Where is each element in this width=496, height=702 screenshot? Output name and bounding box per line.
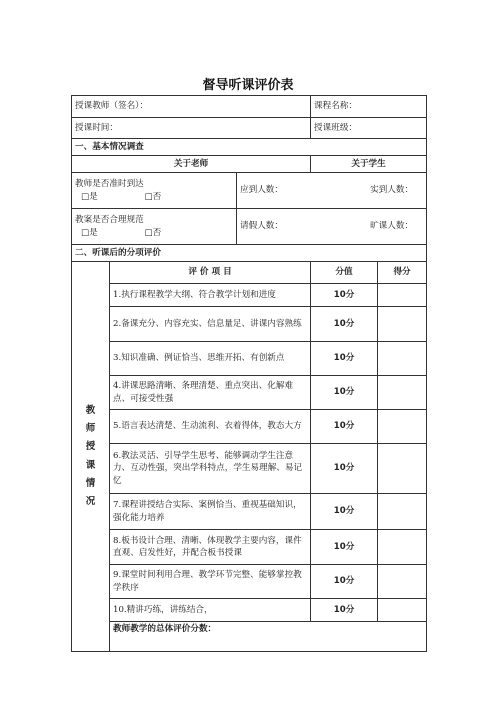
section1-heading-row <box>72 139 427 156</box>
criterion-score: 10分 <box>311 284 378 307</box>
punctuality-cell <box>72 173 237 209</box>
criterion-score: 10分 <box>311 307 378 342</box>
expected-count-field[interactable]: 应到人数： <box>240 185 283 196</box>
lesson-plan-no-checkbox[interactable]: □否 <box>144 227 162 238</box>
punctuality-row <box>72 173 427 209</box>
criterion-score: 10分 <box>311 444 378 494</box>
criterion-score: 10分 <box>311 410 378 444</box>
table-row <box>72 599 427 622</box>
obtained-score-field[interactable] <box>378 599 427 622</box>
total-score-row <box>72 622 427 652</box>
obtained-score-field[interactable] <box>378 444 427 494</box>
info-row-1 <box>72 96 427 118</box>
criterion-text: 9.课堂时间利用合理、教学环节完整、能够掌控教学秩序 <box>110 565 311 599</box>
info-row-2 <box>72 118 427 139</box>
class-group-field[interactable]: 授课班级： <box>311 118 427 139</box>
page-title: 督导听课评价表 <box>202 78 294 93</box>
table-row <box>72 530 427 565</box>
table-row <box>72 494 427 530</box>
criterion-text: 6.教法灵活、引导学生思考、能够调动学生注意力、互动性强，突出学科特点，学生易理解、易记忆 <box>110 444 311 494</box>
section1-heading: 一、基本情况调查 <box>72 139 427 156</box>
criterion-text: 1.执行课程教学大纲、符合教学计划和进度 <box>110 284 311 307</box>
criterion-score: 10分 <box>311 494 378 530</box>
obtained-score-field[interactable] <box>378 410 427 444</box>
criterion-text: 7.课程讲授结合实际、案例恰当、重视基础知识，强化能力培养 <box>110 494 311 530</box>
about-student-header: 关于学生 <box>311 156 427 173</box>
criterion-text: 2.备课充分、内容充实、信息量足、讲课内容熟练 <box>110 307 311 342</box>
punctuality-yes-checkbox[interactable]: □是 <box>81 191 98 202</box>
table-row <box>72 565 427 599</box>
table-row <box>72 342 427 376</box>
obtained-score-field[interactable] <box>378 307 427 342</box>
class-time-field[interactable]: 授课时间： <box>72 118 311 139</box>
teacher-signature-field[interactable]: 授课教师（签名）： <box>72 96 311 118</box>
lesson-plan-question: 教案是否合理规范 <box>75 215 144 226</box>
table-row <box>72 376 427 410</box>
criteria-header: 评 价 项 目 <box>110 262 311 284</box>
leave-count-field[interactable]: 请假人数： <box>240 221 283 232</box>
criterion-score: 10分 <box>311 342 378 376</box>
obtained-score-field[interactable] <box>378 494 427 530</box>
criteria-header-row <box>72 262 427 284</box>
criterion-score: 10分 <box>311 565 378 599</box>
obtained-score-field[interactable] <box>378 342 427 376</box>
obtained-score-field[interactable] <box>378 565 427 599</box>
criterion-text: 5.语言表达清楚、生动流利、衣着得体，教态大方 <box>110 410 311 444</box>
punctuality-no-checkbox[interactable]: □否 <box>144 191 162 202</box>
obtained-score-field[interactable] <box>378 284 427 307</box>
section2-heading-row <box>72 245 427 262</box>
table-row <box>72 410 427 444</box>
criterion-text: 4.讲课思路清晰、条理清楚、重点突出、化解难点、可接受性强 <box>110 376 311 410</box>
criterion-text: 8.板书设计合理、清晰、体现教学主要内容，课件直观、启发性好，并配合板书授课 <box>110 530 311 565</box>
obtained-score-field[interactable] <box>378 376 427 410</box>
table-row <box>72 444 427 494</box>
lesson-plan-yes-checkbox[interactable]: □是 <box>81 227 98 238</box>
criterion-text: 10.精讲巧练，讲练结合， <box>110 599 311 622</box>
teaching-side-label: 教 师 授 课 情 况 <box>72 262 110 652</box>
lesson-plan-row <box>72 209 427 245</box>
criterion-score: 10分 <box>311 530 378 565</box>
punctuality-question: 教师是否准时到达 <box>75 179 144 190</box>
table-row <box>72 307 427 342</box>
score-header: 分值 <box>311 262 378 284</box>
attendance-cell <box>237 173 427 209</box>
table-row <box>72 284 427 307</box>
criterion-text: 3.知识准确、例证恰当、思维开拓、有创新点 <box>110 342 311 376</box>
absent-count-field[interactable]: 旷课人数： <box>370 221 414 232</box>
leave-cell <box>237 209 427 245</box>
lesson-plan-cell <box>72 209 237 245</box>
section1-subheading-row <box>72 156 427 173</box>
evaluation-table <box>71 95 427 652</box>
criterion-score: 10分 <box>311 376 378 410</box>
course-name-field[interactable]: 课程名称： <box>311 96 427 118</box>
section2-heading: 二、听课后的分项评价 <box>72 245 427 262</box>
total-score-field[interactable]: 教师教学的总体评价分数： <box>110 622 427 652</box>
about-teacher-header: 关于老师 <box>72 156 311 173</box>
criterion-score: 10分 <box>311 599 378 622</box>
obtained-header: 得分 <box>378 262 427 284</box>
actual-count-field[interactable]: 实到人数： <box>370 185 414 196</box>
obtained-score-field[interactable] <box>378 530 427 565</box>
